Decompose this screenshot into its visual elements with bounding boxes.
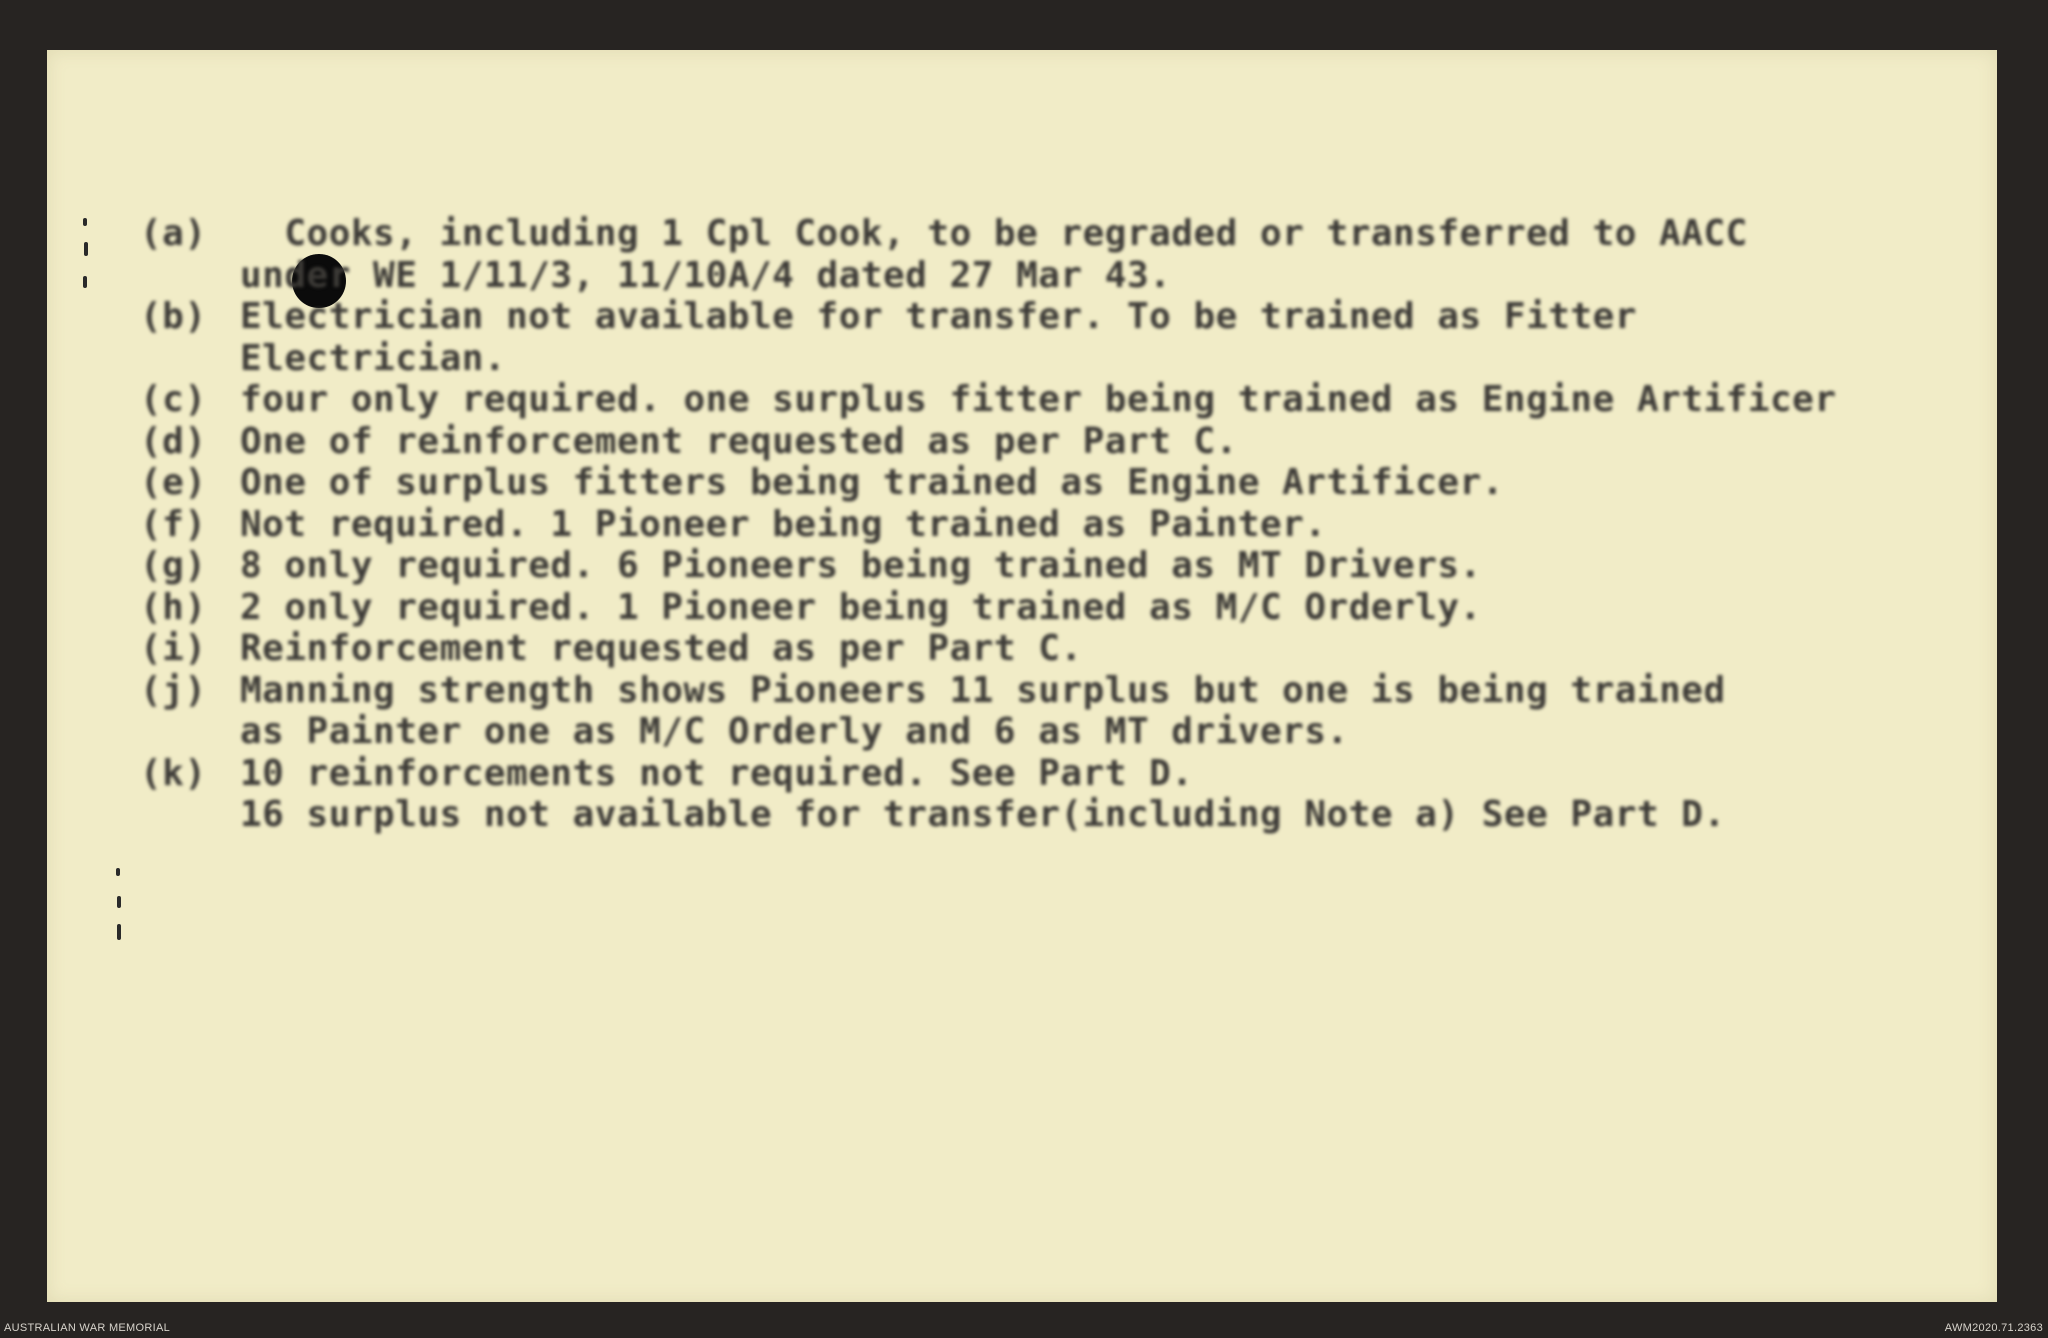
note-line [140,794,2000,836]
note-line [140,545,2000,587]
note-label [140,255,240,297]
pin-mark-bottom-2 [117,896,121,908]
note-label [140,794,240,836]
note-label: (a) [140,213,207,254]
note-line [140,421,2000,463]
note-line [140,213,2000,255]
footer-accession-number: AWM2020.71.2363 [1944,1322,2043,1334]
pin-mark-bottom-1 [116,868,120,876]
note-text: 16 surplus not available for transfer(including Note a) See Part D. [240,794,1726,835]
pin-mark-top-2 [84,242,88,256]
note-label: (k) [140,752,207,794]
note-line [140,670,2000,712]
note-text: as Painter one as M/C Orderly and 6 as MT drivers. [240,711,1349,752]
note-text: One of reinforcement requested as per Part C. [240,420,1238,462]
note-text: Not required. 1 Pioneer being trained as Painter. [240,503,1327,545]
note-text: One of surplus fitters being trained as Engine Artificer. [240,462,1504,503]
note-text: Electrician. [240,337,507,379]
note-label: (f) [140,503,207,545]
note-label: (e) [140,462,207,503]
note-line [140,711,2000,753]
note-text: under WE 1/11/3, 11/10A/4 dated 27 Mar 43. [240,254,1172,296]
note-line [140,587,2000,629]
note-label: (i) [140,628,207,669]
note-line [140,379,2000,421]
note-text: 2 only required. 1 Pioneer being trained as M/C Orderly. [240,586,1482,628]
note-text: Manning strength shows Pioneers 11 surplus but one is being trained [240,669,1726,711]
note-text: Cooks, including 1 Cpl Cook, to be regraded or transferred to AACC [240,213,1748,254]
note-line [140,255,2000,297]
note-line [140,338,2000,380]
footer-institution: AUSTRALIAN WAR MEMORIAL [4,1322,171,1334]
note-label: (g) [140,545,207,586]
note-text: four only required. one surplus fitter being trained as Engine Artificer [240,379,1837,420]
note-label: (c) [140,379,207,420]
pin-mark-top-1 [83,218,87,226]
pin-mark-top-3 [83,276,87,288]
note-label: (d) [140,420,207,462]
note-line [140,628,2000,670]
note-label: (j) [140,669,207,711]
note-line [140,504,2000,546]
typed-notes [140,213,2000,836]
note-text: 8 only required. 6 Pioneers being trained as MT Drivers. [240,545,1482,586]
note-text: Reinforcement requested as per Part C. [240,628,1083,669]
note-text: 10 reinforcements not required. See Part D. [240,752,1194,794]
pin-mark-bottom-3 [117,924,121,940]
note-label [140,338,240,380]
note-label: (b) [140,296,207,337]
note-line [140,753,2000,795]
note-line [140,462,2000,504]
note-line [140,296,2000,338]
note-label: (h) [140,586,207,628]
note-text: Electrician not available for transfer. To be trained as Fitter [240,296,1637,337]
note-label [140,711,240,753]
